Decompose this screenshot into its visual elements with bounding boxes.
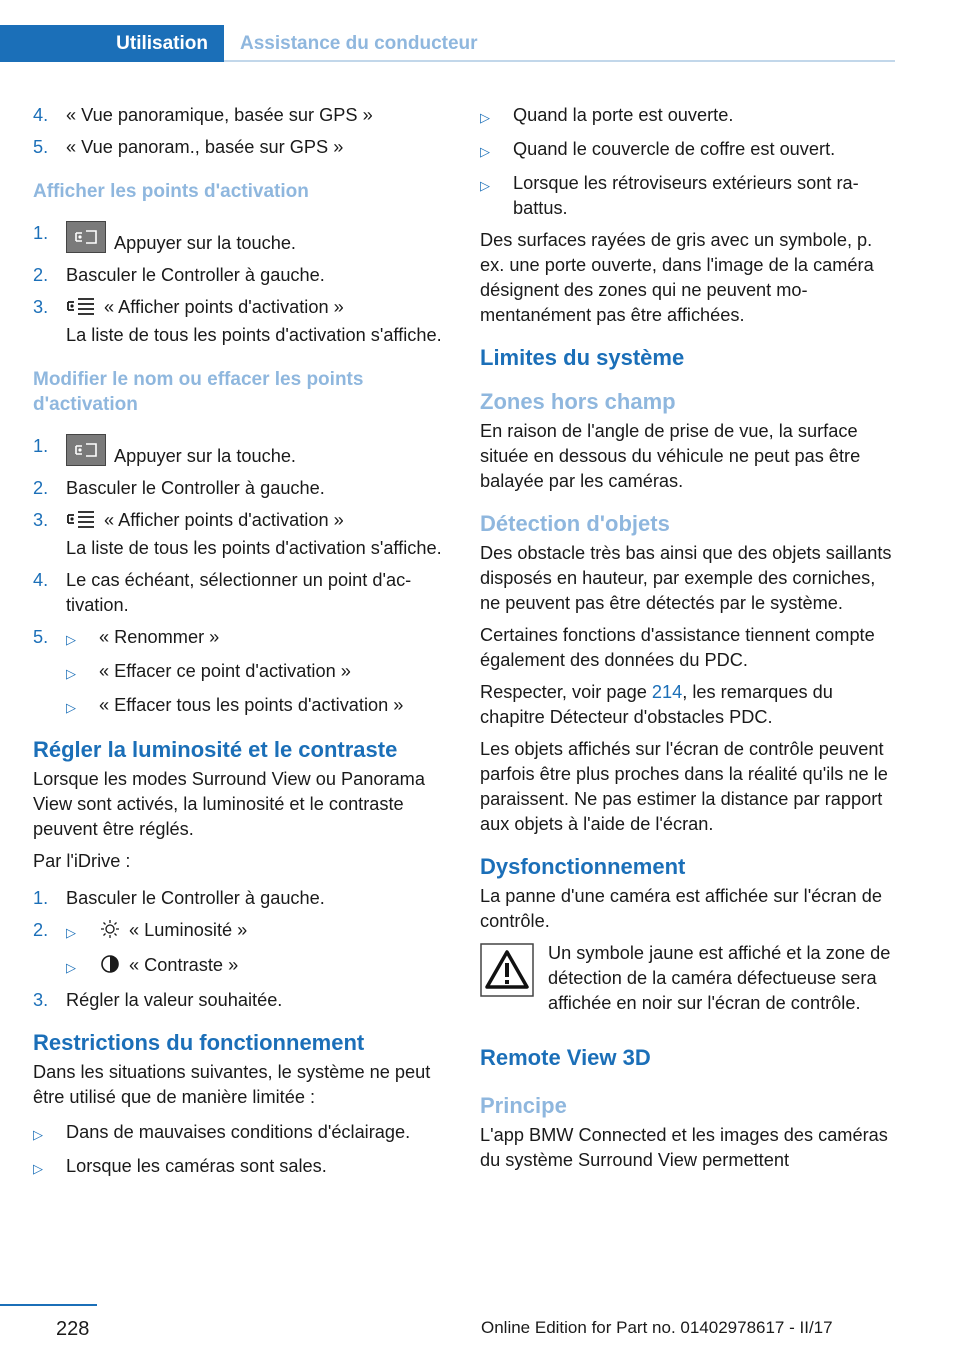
heading-zones: Zones hors champ <box>480 389 676 414</box>
paragraph: Respecter, voir page 214, les remarques du chapitre Détecteur d'obstacles PDC. <box>480 682 833 727</box>
paragraph: La panne d'une caméra est affichée sur l'écran de contrôle. <box>480 886 882 931</box>
camera-button-icon <box>66 221 106 253</box>
sub-list-item: ▷ « Luminosité » <box>66 918 445 946</box>
conditions-list <box>480 103 892 221</box>
paragraph: Lorsque les modes Surround View ou Panorama View sont activés, la luminosité et le contraste peuvent être réglés. <box>33 769 425 839</box>
paragraph: Par l'iDrive : <box>33 851 131 871</box>
list-item: 3. « Afficher points d'activation » La liste de tous les points d'activation s'affiche. <box>33 297 442 345</box>
triangle-bullet-icon: ▷ <box>66 632 76 647</box>
sub-list-item: ▷ « Contraste » <box>66 953 445 981</box>
heading-modifier: Modifier le nom ou effacer les points d'activation <box>33 369 364 415</box>
list-item: 2. Basculer le Controller à gauche. <box>33 265 325 285</box>
heading-restrictions: Restrictions du fonctionnement <box>33 1030 365 1055</box>
list-item: 3. Régler la valeur souhaitée. <box>33 990 283 1010</box>
triangle-bullet-icon: ▷ <box>66 700 76 715</box>
triangle-bullet-icon: ▷ <box>480 178 490 193</box>
triangle-bullet-icon: ▷ <box>480 144 490 159</box>
header-section: Assistance du conducteur <box>240 33 478 54</box>
sub-list-item: ▷ « Effacer ce point d'activation » <box>66 659 445 686</box>
paragraph: Des obstacle très bas ainsi que des objets saillants disposés en hauteur, par exemple des corniches, ne peuvent pas être détectés par le système. <box>480 543 892 613</box>
heading-remote-view: Remote View 3D <box>480 1045 651 1070</box>
activation-points-icon <box>66 296 96 323</box>
list-item: 3. « Afficher points d'activation » La liste de tous les points d'activation s'affiche. <box>33 510 442 558</box>
list-item: ▷ Quand le couvercle de coffre est ouvert. <box>480 137 892 164</box>
page-link[interactable]: 214 <box>651 682 683 702</box>
top-list <box>33 103 445 160</box>
paragraph: Certaines fonctions d'assistance tiennent compte également des données du PDC. <box>480 625 875 670</box>
list-item: ▷ Quand la porte est ouverte. <box>480 103 892 130</box>
heading-limites: Limites du système <box>480 345 685 370</box>
paragraph: En raison de l'angle de prise de vue, la surface située en dessous du véhicule ne peut pas être balayée par les caméras. <box>480 421 861 491</box>
triangle-bullet-icon: ▷ <box>33 1161 43 1176</box>
list-item: 1. Appuyer sur la touche. <box>33 223 296 253</box>
header-tab: Utilisation <box>0 25 224 62</box>
list-item: 2. Basculer le Controller à gauche. <box>33 478 325 498</box>
paragraph: Dans les situations suivantes, le système ne peut être utilisé que de manière limitée : <box>33 1062 431 1107</box>
triangle-bullet-icon: ▷ <box>66 960 76 975</box>
warning-triangle-icon <box>480 943 534 997</box>
restrictions-list <box>33 1120 445 1181</box>
page-number: 228 <box>56 1318 90 1340</box>
heading-detection: Détection d'objets <box>480 511 670 536</box>
list-item: ▷ Dans de mauvaises conditions d'éclairage. <box>33 1120 445 1147</box>
header-rule <box>224 60 895 62</box>
edition-note: Online Edition for Part no. 01402978617 - II/17 <box>481 1318 833 1337</box>
list-item: 4. « Vue panoramique, basée sur GPS » <box>33 105 373 125</box>
triangle-bullet-icon: ▷ <box>33 1127 43 1142</box>
heading-principe: Principe <box>480 1093 567 1118</box>
list-item: 4. Le cas échéant, sélectionner un point d'activation. <box>33 570 412 615</box>
triangle-bullet-icon: ▷ <box>66 925 76 940</box>
list-item: 1. Basculer le Controller à gauche. <box>33 888 325 908</box>
heading-dysfonctionnement: Dysfonctionnement <box>480 854 686 879</box>
activation-points-icon <box>66 509 96 536</box>
afficher-list <box>33 221 445 348</box>
list-item: 2. ▷ « Luminosité » ▷ « Contraste » <box>33 918 445 981</box>
heading-luminosite: Régler la luminosité et le contraste <box>33 737 398 762</box>
camera-button-icon <box>66 434 106 466</box>
sub-list-item: ▷ « Effacer tous les points d'activation » <box>66 693 445 720</box>
list-item: ▷ Lorsque les rétroviseurs extérieurs sont rabattus. <box>480 171 892 221</box>
paragraph: L'app BMW Connected et les images des caméras du système Surround View permettent <box>480 1125 888 1170</box>
luminosite-list <box>33 886 445 1013</box>
list-item: ▷ Lorsque les caméras sont sales. <box>33 1154 445 1181</box>
list-item: 5. « Vue panoram., basée sur GPS » <box>33 137 344 157</box>
contrast-icon <box>99 954 121 981</box>
sub-list-item: ▷ « Renommer » <box>66 625 445 652</box>
footer-rule <box>0 1304 97 1306</box>
list-item: 1. Appuyer sur la touche. <box>33 436 296 466</box>
list-item: 5. ▷ « Renommer » ▷ « Effacer ce point d'activation » ▷ « Effacer tous les points d'activation » <box>33 625 445 720</box>
triangle-bullet-icon: ▷ <box>66 666 76 681</box>
triangle-bullet-icon: ▷ <box>480 110 490 125</box>
paragraph: Des surfaces rayées de gris avec un symbole, p. ex. une porte ouverte, dans l'image de la caméra désignent des zones qui ne peuvent momentanément pas être affichées. <box>480 230 874 325</box>
warning-text: Un symbole jaune est affiché et la zone de détection de la caméra défectueuse sera affichée en noir sur l'écran de contrôle. <box>548 943 891 1013</box>
paragraph: Les objets affichés sur l'écran de contrôle peuvent parfois être plus proches dans la réalité qu'ils ne le paraissent. Ne pas estimer la distance par rapport aux objets à l'aide de l'écran. <box>480 739 888 834</box>
sun-icon <box>99 919 121 946</box>
warning-block <box>480 941 892 1016</box>
heading-afficher: Afficher les points d'activation <box>33 181 309 202</box>
right-column <box>480 103 892 1180</box>
left-column <box>33 103 445 1188</box>
modifier-list <box>33 434 445 720</box>
